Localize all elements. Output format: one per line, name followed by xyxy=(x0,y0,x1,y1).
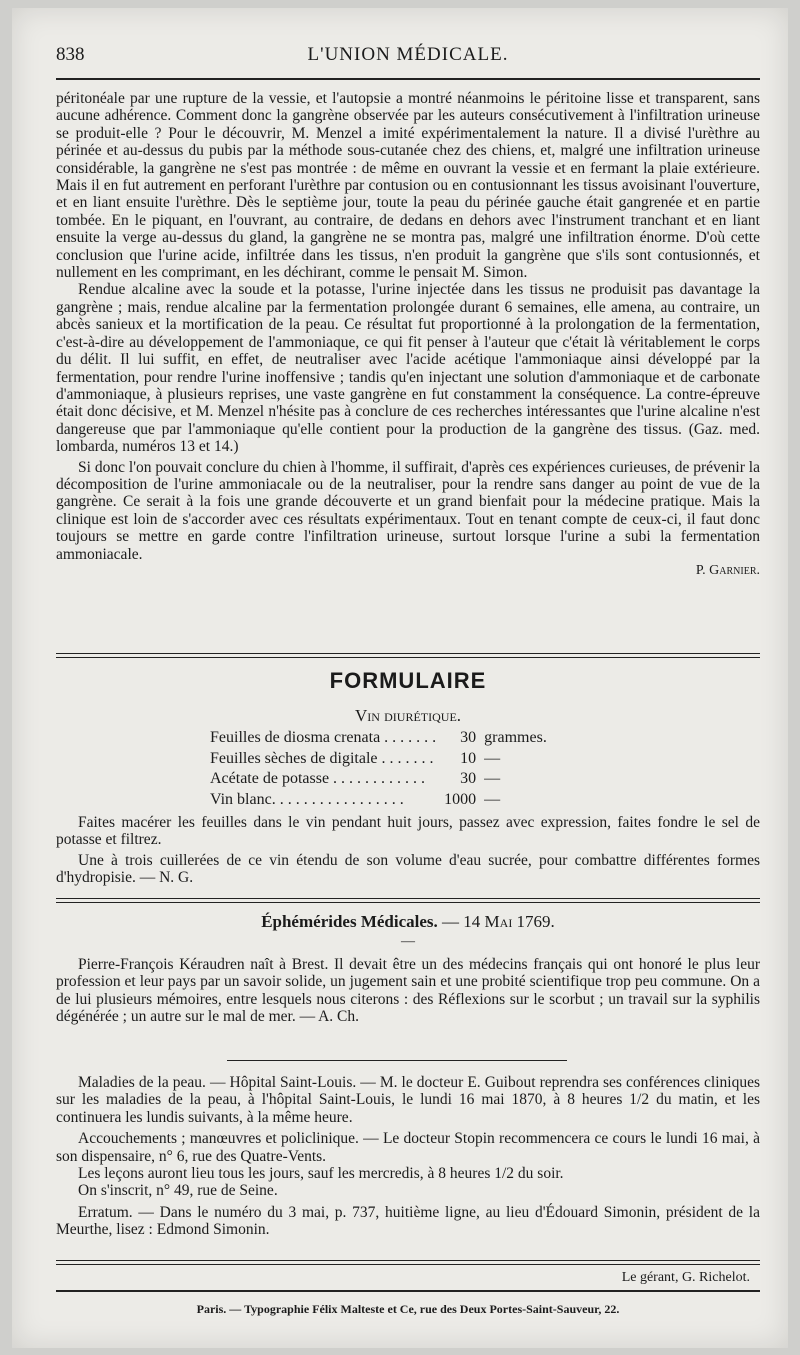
ephemerides-title: Éphémérides Médicales. xyxy=(261,912,438,931)
ephemerides-dash: — xyxy=(401,934,415,949)
ephemerides-date: — 14 Mai 1769. xyxy=(442,912,555,931)
notice-maladies: Maladies de la peau. — Hôpital Saint-Louis. — M. le docteur E. Guibout reprendra ses conférences cliniques sur les maladies de la peau, à l'hôpital Saint-Louis, le lundi 16 mai 1870, à 8 heures 1/2 du matin, et les continuera les lundis suivants, à la même heure. xyxy=(56,1074,760,1126)
ingredient-name: Vin blanc. . . . . . . . . . . . . . . . . xyxy=(210,790,404,808)
recipe-row xyxy=(206,790,551,811)
ingredient-unit: grammes. xyxy=(484,729,547,746)
article-paragraph-2-text: Rendue alcaline avec la soude et la potasse, l'urine injectée dans les tissus ne produisit pas davantage la gangrène ; mais, rendue alcaline par la fermentation prolongée durant 6 semaines, elle amena, au contraire, un abcès sanieux et la mortification de la peau. Ce résultat fut proportionné à la prolongation de la fermentation, c'est-à-dire au développement de l'ammoniaque, ce qui fit penser à l'auteur que c'était là véritablement le corps du délit. Il lui suffit, en effet, de neutraliser avec l'acide acétique l'ammoniaque ainsi développé par la fermentation, pour rendre l'urine inoffensive ; tandis qu'en injectant une solution d'ammoniaque et de carbonate d'ammoniaque, à plusieurs reprises, une vaste gangrène en fut constamment la conséquence. La contre-épreuve était donc décisive, et M. Menzel n'hésite pas à conclure de ces recherches intéressantes que l'urine alcaline n'est dangereuse que par l'ammoniaque qu'elle contient pour la production de la gangrène des tissus. xyxy=(56,281,760,438)
ingredient-name: Acétate de potasse . . . . . . . . . . . . xyxy=(210,770,426,787)
notice-accouchements: Accouchements ; manœuvres et policlinique. — Le docteur Stopin recommencera ce cours le lundi 16 mai, à son dispensaire, n° 6, rue des Quatre-Vents. xyxy=(56,1130,760,1165)
article-paragraph-2 xyxy=(56,281,760,455)
recipe-table xyxy=(206,728,551,810)
article-conclusion: Si donc l'on pouvait conclure du chien à l'homme, il suffirait, d'après ces expériences curieuses, de prévenir la décomposition de l'urine ammoniacale ou de la neutraliser, pour la rendre sans danger au point de vue de la gangrène. Ce serait à la fois une grande découverte et un grand bienfait pour la médecine pratique. Mais la clinique est loin de s'accorder avec ces résultats expérimentaux. Tout en tenant compte de ceux-ci, il faut donc toujours se mettre en garde contre l'infiltration urineuse, surtout lorsque l'urine a subi la fermentation ammoniacale. xyxy=(56,458,760,563)
article-paragraph-1: péritonéale par une rupture de la vessie, et l'autopsie a montré néanmoins le péritoine lisse et transparent, sans aucune adhérence. Comment donc la gangrène observée par les auteurs consécutivement à l'infiltration urineuse se produit-elle ? Pour le découvrir, M. Menzel a imité expérimentalement la nature. Il a divisé l'urèthre au périnée et au-dessus du pubis par la méthode sous-cutanée chez des chiens, et, malgré une infiltration urineuse considérable, la gangrène ne s'est pas montrée : de même en ouvrant la vessie et en fermant la plaie extérieure. Mais il en fut autrement en perforant l'urèthre par contusion ou en contusionnant les tissus avoisinant l'ouverture, et en liant ensuite l'urèthre. Dès le septième jour, toute la peau du périnée gauche était gangrenée et en partie tombée. En le piquant, en l'ouvrant, au contraire, de dedans en dehors avec l'instrument tranchant et en liant ensuite la verge au-dessus du gland, la gangrène ne se montra pas, malgré une infiltration énorme. D'où cette conclusion que l'urine acide, infiltrée dans les tissus, n'en produit la gangrène que s'ils sont contusionnés, et nullement en les comprimant, en les déchirant, comme le pensait M. Simon. xyxy=(56,90,760,282)
ingredient-unit: — xyxy=(484,790,501,808)
formulaire-title: FORMULAIRE xyxy=(329,668,487,693)
ingredient-unit: — xyxy=(484,770,501,787)
printer-line: Paris. — Typographie Félix Malteste et Ce, rue des Deux Portes-Saint-Sauveur, 22. xyxy=(196,1302,620,1316)
ingredient-qty: 1000 xyxy=(444,790,477,808)
newspaper-page xyxy=(12,8,788,1348)
formulaire-instructions: Faites macérer les feuilles dans le vin pendant huit jours, passez avec expression, faites fondre le sel de potasse et filtrez. xyxy=(56,814,760,849)
notice-lecons: Les leçons auront lieu tous les jours, sauf les mercredis, à 8 heures 1/2 du soir. xyxy=(78,1165,564,1183)
recipe-row xyxy=(206,749,551,770)
notices-section xyxy=(56,1074,760,1239)
notice-erratum: Erratum. — Dans le numéro du 3 mai, p. 737, huitième ligne, au lieu d'Édouard Simonin, président de la Meurthe, lisez : Edmond Simonin. xyxy=(56,1203,760,1239)
ingredient-qty: 10 xyxy=(460,749,477,767)
article-signature: P. Garnier. xyxy=(695,562,760,578)
ephemerides-text: Pierre-François Kéraudren naît à Brest. Il devait être un des médecins français qui ont honoré le plus leur profession et leur pays par un savoir solide, un jugement sain et une probité scientifique trop peu commune. On a de lui plusieurs mémoires, entre lesquels nous citerons : des Réflexions sur le scorbut ; un travail sur la syphilis dégénérée ; un autre sur le mal de mer. — A. Ch. xyxy=(56,956,760,1026)
ingredient-name: Feuilles sèches de digitale . . . . . . . xyxy=(210,749,434,767)
page-footer xyxy=(56,1270,760,1330)
ephemerides-section xyxy=(56,912,760,1062)
ingredient-name: Feuilles de diosma crenata . . . . . . . xyxy=(210,729,437,746)
page-header xyxy=(56,44,760,74)
formulaire-section xyxy=(56,662,760,902)
formulaire-subtitle: Vin diurétique. xyxy=(354,706,462,725)
notice-inscription: On s'inscrit, n° 49, rue de Seine. xyxy=(78,1182,278,1200)
recipe-row xyxy=(206,769,551,790)
ingredient-qty: 30 xyxy=(460,770,477,787)
ephemerides-heading xyxy=(56,912,760,932)
formulaire-dosage: Une à trois cuillerées de ce vin étendu de son volume d'eau sucrée, pour combattre différentes formes d'hydropisie. — N. G. xyxy=(56,851,760,887)
article-citation: (Gaz. med. lombarda, numéros 13 et 14.) xyxy=(56,420,761,456)
journal-title: L'UNION MÉDICALE. xyxy=(307,44,509,65)
ingredient-qty: 30 xyxy=(460,729,477,746)
formulaire-text xyxy=(56,814,760,887)
recipe-row xyxy=(206,728,551,749)
ephemerides-body xyxy=(56,956,760,1026)
page-number: 838 xyxy=(56,44,85,65)
ingredient-unit: — xyxy=(484,749,501,767)
article-body xyxy=(56,90,760,579)
gerant-signature: Le gérant, G. Richelot. xyxy=(621,1270,750,1285)
